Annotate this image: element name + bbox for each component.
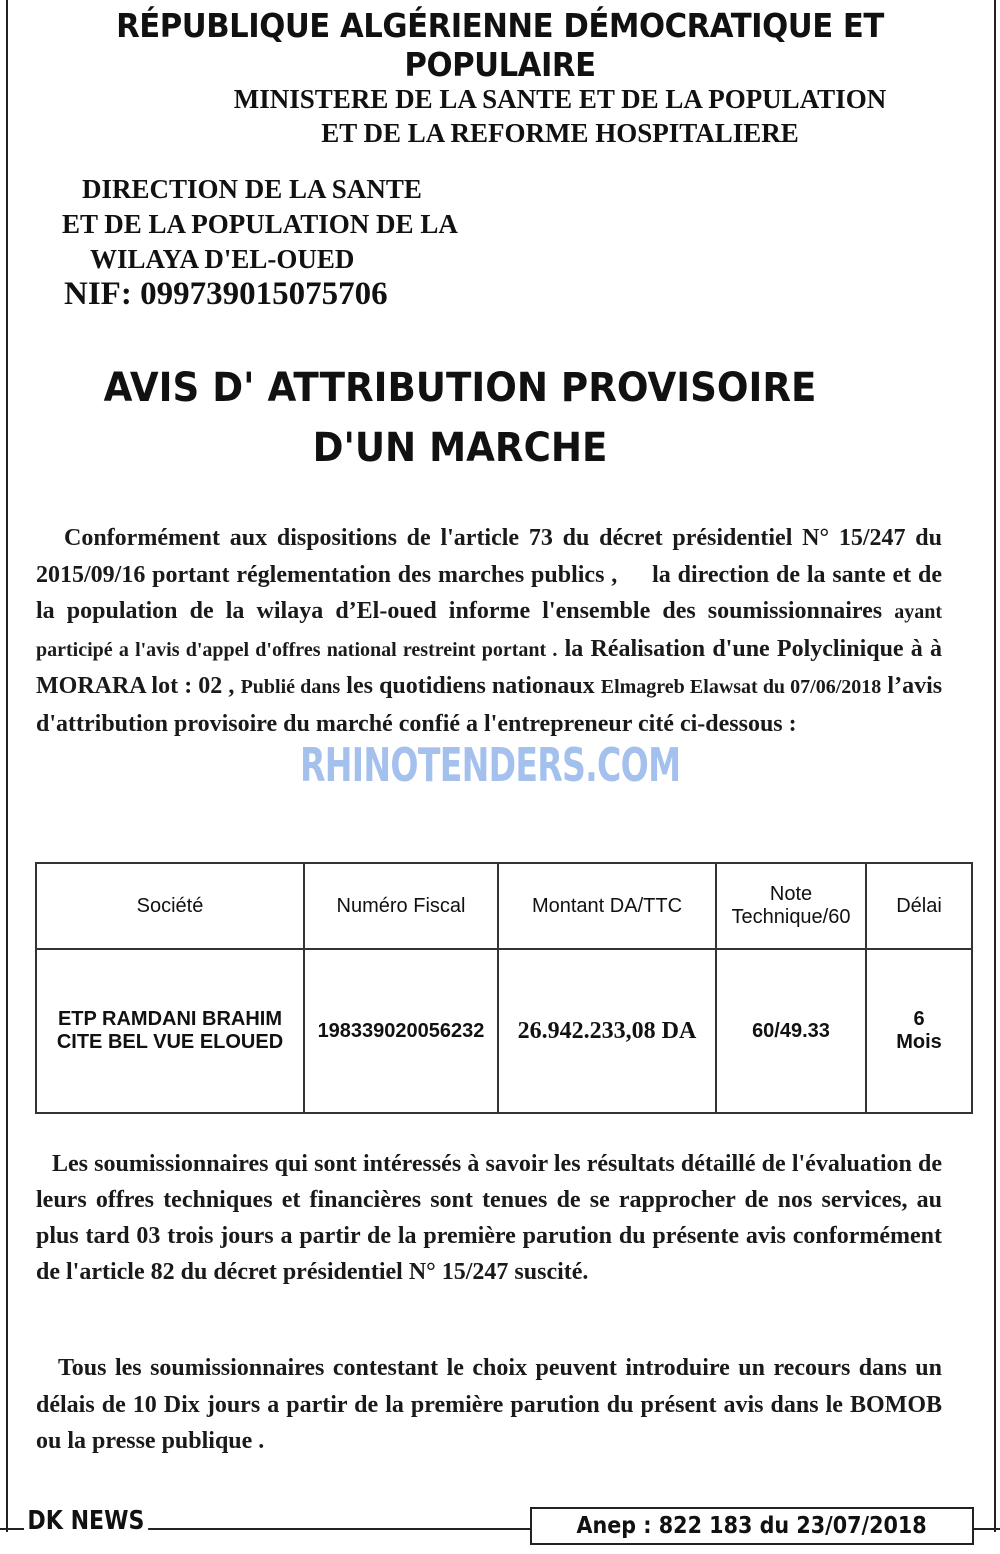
notice-title-line-1: AVIS D' ATTRIBUTION PROVISOIRE bbox=[103, 365, 817, 411]
societe-line-1: ETP RAMDANI BRAHIM bbox=[57, 1008, 283, 1030]
intro-sentence-6: les quotidiens nationaux bbox=[346, 673, 595, 699]
anep-reference bbox=[530, 1507, 974, 1545]
intro-sentence-8: l’avis d'attribution provisoire du marché confié a l'entrepreneur cité ci-dessous : bbox=[36, 673, 943, 737]
cell-montant: 26.942.233,08 DA bbox=[498, 949, 716, 1113]
ministry-line-2: ET DE LA REFORME HOSPITALIERE bbox=[321, 118, 799, 148]
notice-title-line-2: D'UN MARCHE bbox=[312, 425, 608, 471]
intro-sentence-1: Conformément aux dispositions de l'article 73 du décret présidentiel N° 15/247 du 2015/09/16 portant réglementation des marches publics , bbox=[36, 525, 942, 588]
watermark: RHINOTENDERS.COM bbox=[300, 738, 681, 792]
table-header-row bbox=[36, 863, 972, 949]
delai-value: 6 bbox=[913, 1008, 925, 1030]
results-text: Les soumissionnaires qui sont intéressés à savoir les résultats détaillé de l'évaluation de leurs offres techniques et financières sont tenues de se rapprocher de nos services, au plus tard 03 trois jours a partir de la première parution du présente avis conformément de l'article 82 du décret présidentiel N° 15/247 suscité. bbox=[36, 1151, 942, 1285]
intro-sentence-7: Elmagreb Elawsat du 07/06/2018 bbox=[600, 676, 882, 698]
header-note-line-1: Note bbox=[769, 883, 813, 905]
cell-societe bbox=[36, 949, 304, 1113]
award-table bbox=[35, 862, 973, 1114]
appeal-paragraph bbox=[36, 1350, 942, 1460]
direction-line-1: DIRECTION DE LA SANTE bbox=[82, 174, 422, 204]
delai-unit: Mois bbox=[896, 1031, 942, 1053]
header-note-technique bbox=[716, 863, 866, 949]
ministry-heading bbox=[180, 82, 940, 150]
direction-line-3: WILAYA D'EL-OUED bbox=[90, 244, 355, 274]
cell-note: 60/49.33 bbox=[716, 949, 866, 1113]
notice-title bbox=[32, 358, 888, 478]
cell-numero-fiscal: 198339020056232 bbox=[304, 949, 498, 1113]
direction-line-2: ET DE LA POPULATION DE LA bbox=[62, 209, 458, 239]
direction-block bbox=[62, 172, 482, 277]
ministry-line-1: MINISTERE DE LA SANTE ET DE LA POPULATION bbox=[233, 84, 887, 114]
table-row bbox=[36, 949, 972, 1113]
intro-paragraph bbox=[36, 520, 942, 742]
intro-sentence-5: Publié dans bbox=[240, 676, 341, 698]
nif-number: NIF: 099739015075706 bbox=[64, 276, 388, 312]
intro-sentence-4: la Réalisation d'une Polyclinique à à MORARA lot : 02 , bbox=[36, 635, 943, 699]
header-montant: Montant DA/TTC bbox=[498, 863, 716, 949]
header-numero-fiscal: Numéro Fiscal bbox=[304, 863, 498, 949]
header-delai: Délai bbox=[866, 863, 972, 949]
intro-sentence-3: ayant participé a l'avis d'appel d'offres national restreint portant . bbox=[36, 601, 942, 661]
intro-sentence-2: la direction de la sante et de la population de la wilaya d’El-oued informe l'ensemble des soumissionnaires bbox=[36, 561, 943, 624]
cell-delai bbox=[866, 949, 972, 1113]
header-note-line-2: Technique/60 bbox=[731, 906, 851, 928]
republic-heading: RÉPUBLIQUE ALGÉRIENNE DÉMOCRATIQUE ET POPULAIRE bbox=[116, 6, 884, 84]
societe-line-2: CITE BEL VUE ELOUED bbox=[56, 1031, 284, 1053]
header-societe: Société bbox=[36, 863, 304, 949]
publication-name: DK NEWS bbox=[24, 1506, 148, 1536]
anep-text: Anep : 822 183 du 23/07/2018 bbox=[576, 1513, 928, 1539]
results-paragraph bbox=[36, 1146, 942, 1290]
appeal-text: Tous les soumissionnaires contestant le choix peuvent introduire un recours dans un délais de 10 Dix jours a partir de la première parution du présent avis dans le BOMOB ou la presse publique . bbox=[36, 1355, 942, 1454]
